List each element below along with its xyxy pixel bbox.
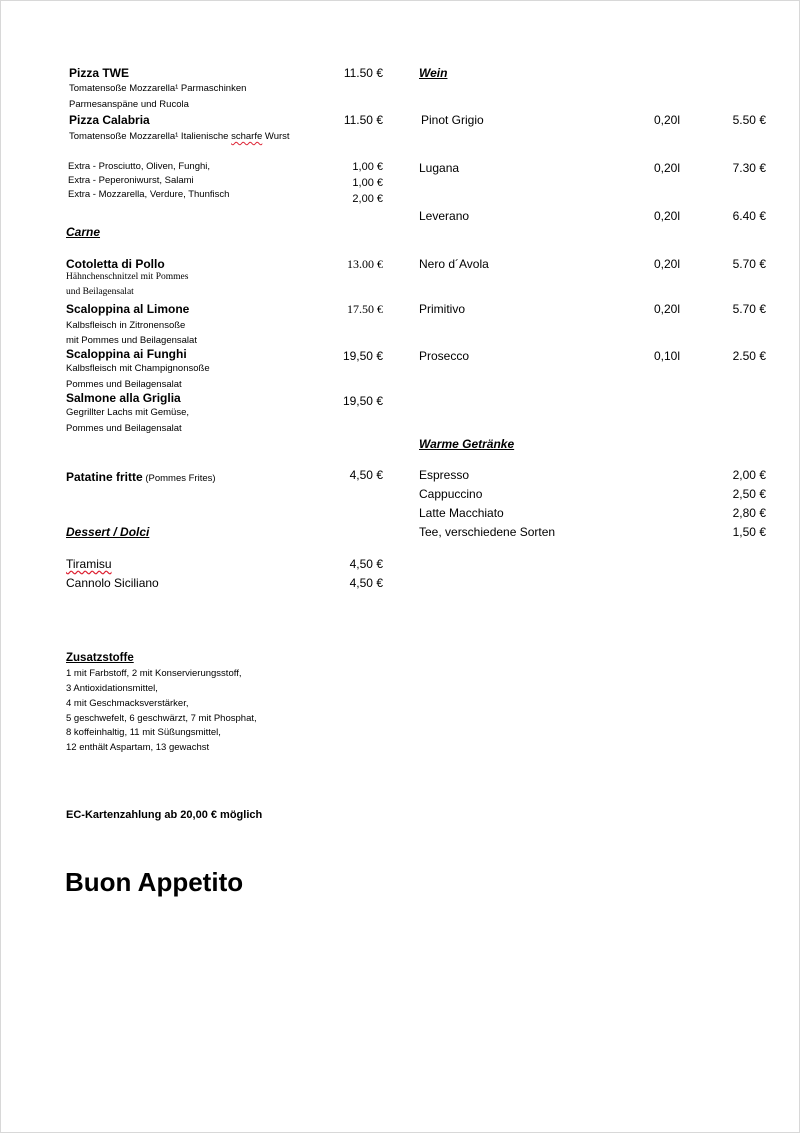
drink-name: Cappuccino: [419, 487, 483, 501]
wine-name: Leverano: [419, 209, 470, 223]
item-description: mit Pommes und Beilagensalat: [66, 335, 197, 346]
drink-name: Espresso: [419, 468, 470, 482]
item-description: Tomatensoße Mozzarella¹ Parmaschinken: [69, 83, 247, 94]
extra-label: Extra - Prosciutto, Oliven, Funghi,: [68, 161, 211, 172]
item-description: Pommes und Beilagensalat: [66, 379, 182, 390]
desc-part: Tomatensoße Mozzarella¹ Italienische: [69, 131, 232, 142]
wine-price: 5.70 €: [732, 302, 766, 316]
wine-name: Pinot Grigio: [421, 113, 484, 127]
desc-part: Wurst: [262, 131, 290, 142]
wine-volume: 0,20l: [654, 161, 681, 175]
payment-note: EC-Kartenzahlung ab 20,00 € möglich: [66, 809, 263, 821]
desc-part-spellcheck: scharfe: [231, 131, 263, 142]
extra-label: Extra - Mozzarella, Verdure, Thunfisch: [68, 189, 230, 200]
wine-name: Prosecco: [419, 349, 470, 363]
wine-volume: 0,20l: [654, 257, 681, 271]
item-name: Scaloppina al Limone: [66, 302, 190, 316]
extra-label: Extra - Peperoniwurst, Salami: [68, 175, 194, 186]
item-name: [66, 558, 112, 570]
drink-name: Latte Macchiato: [419, 506, 504, 520]
item-price: 11.50 €: [343, 113, 383, 127]
wine-name: Primitivo: [419, 302, 466, 316]
extra-price: 1,00 €: [352, 161, 383, 173]
item-name: Cotoletta di Pollo: [66, 257, 165, 271]
wine-price: 7.30 €: [732, 161, 766, 175]
wine-name: Lugana: [419, 161, 460, 175]
additive-line: 4 mit Geschmacksverstärker,: [66, 698, 189, 709]
drink-price: 1,50 €: [732, 525, 766, 539]
item-price: 17.50 €: [347, 302, 383, 316]
additive-line: 8 koffeinhaltig, 11 mit Süßungsmittel,: [66, 727, 221, 738]
additive-line: 1 mit Farbstoff, 2 mit Konservierungsstoff,: [66, 668, 242, 679]
section-heading-dessert: Dessert / Dolci: [66, 525, 150, 539]
item-description: Parmesanspäne und Rucola: [69, 99, 189, 110]
item-name: Pizza TWE: [69, 66, 130, 80]
item-name-patatine: [66, 469, 216, 485]
section-heading-carne: Carne: [66, 225, 101, 239]
wine-volume: 0,20l: [654, 209, 681, 223]
item-name: Cannolo Siciliano: [66, 576, 159, 590]
item-price: 19,50 €: [342, 394, 383, 408]
additive-line: 12 enthält Aspartam, 13 gewachst: [66, 742, 210, 753]
drink-price: 2,50 €: [732, 487, 766, 501]
item-name: Scaloppina ai Funghi: [66, 347, 187, 361]
patatine-note: (Pommes Frites): [142, 473, 216, 484]
wine-price: 5.70 €: [732, 257, 766, 271]
extra-price: 2,00 €: [352, 193, 383, 205]
item-name-spellcheck: Tiramisu: [66, 557, 112, 571]
item-price: 11.50 €: [343, 66, 383, 80]
additive-line: 3 Antioxidationsmittel,: [66, 683, 158, 694]
item-price: 4,50 €: [349, 557, 383, 571]
wine-volume: 0,20l: [654, 113, 681, 127]
additive-line: 5 geschwefelt, 6 geschwärzt, 7 mit Phosphat,: [66, 713, 257, 724]
section-heading-zusatzstoffe: Zusatzstoffe: [66, 652, 134, 664]
extra-price: 1,00 €: [352, 177, 383, 189]
wine-name: Nero d´Avola: [419, 257, 489, 271]
wine-price: 6.40 €: [732, 209, 766, 223]
item-description: Pommes und Beilagensalat: [66, 423, 182, 434]
item-description: Gegrillter Lachs mit Gemüse,: [66, 407, 190, 418]
item-description: und Beilagensalat: [66, 287, 134, 297]
wine-volume: 0,20l: [654, 302, 681, 316]
drink-price: 2,00 €: [732, 468, 766, 482]
item-name: Pizza Calabria: [69, 113, 150, 127]
section-heading-wein: Wein: [419, 66, 448, 80]
item-price: 4,50 €: [349, 468, 383, 482]
drink-price: 2,80 €: [732, 506, 766, 520]
item-price: 4,50 €: [349, 576, 383, 590]
wine-volume: 0,10l: [654, 349, 681, 363]
item-price: 13.00 €: [347, 257, 383, 271]
section-heading-warme-getraenke: Warme Getränke: [419, 437, 515, 451]
drink-name: Tee, verschiedene Sorten: [419, 525, 556, 539]
item-name: Salmone alla Griglia: [66, 391, 181, 405]
wine-price: 5.50 €: [732, 113, 766, 127]
item-description: [69, 132, 290, 142]
item-price: 19,50 €: [342, 349, 383, 363]
item-description: Kalbsfleisch in Zitronensoße: [66, 320, 186, 331]
closing-greeting: Buon Appetito: [65, 867, 244, 897]
item-description: Hähnchenschnitzel mit Pommes: [66, 272, 189, 282]
item-description: Kalbsfleisch mit Champignonsoße: [66, 363, 210, 374]
wine-price: 2.50 €: [732, 349, 766, 363]
patatine-name: Patatine fritte: [66, 470, 143, 484]
